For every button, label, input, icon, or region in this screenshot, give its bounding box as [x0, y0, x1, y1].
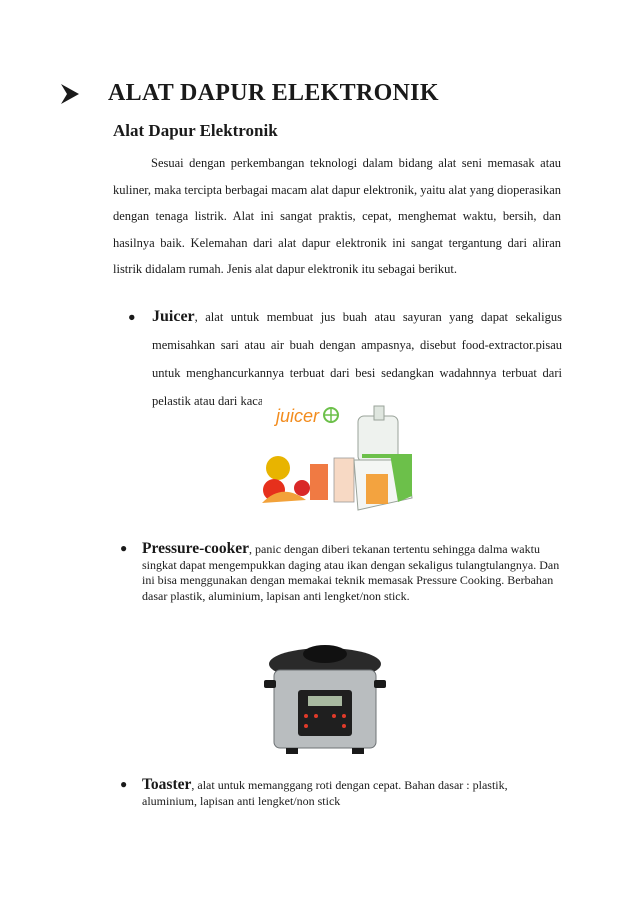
item-term: Pressure-cooker	[142, 540, 250, 557]
item-description: , panic dengan diberi tekanan tertentu sehingga dalma waktu singkat dapat mengempukkan daging atau ikan dengan sekaligus tulangtulangnya. Dan ini bisa menggunakan dengan memakai teknik memasak Pressure Cooking. Berbahan dasar plastik, aluminium, lapisan anti lengket/non stick.	[142, 542, 560, 603]
bullet-dot-icon: ●	[120, 777, 128, 791]
item-description: , alat untuk membuat jus buah atau sayuran yang dapat sekaligus memisahkan sari atau air buah dengan ampasnya, disebut food-extractor.pisau untuk menghancurkannya terbuat dari besi sedangkan wadahnnya terbuat dari pelastik atau dari kaca.	[152, 310, 562, 408]
item-term: Toaster	[142, 776, 192, 793]
page-title: ALAT DAPUR ELEKTRONIK	[108, 80, 439, 106]
bullet-dot-icon: ●	[128, 310, 136, 324]
item-term: Juicer	[152, 308, 195, 325]
juicer-image	[262, 398, 428, 514]
item-description: , alat untuk memanggang roti dengan cepat. Bahan dasar : plastik, aluminium, lapisan anti lengket/non stick	[142, 778, 508, 808]
intro-text: Sesuai dengan perkembangan teknologi dalam bidang alat seni memasak atau kuliner, maka tercipta berbagai macam alat dapur elektronik, yaitu alat yang dioperasikan dengan tenaga listrik. Alat ini sangat praktis, cepat, menghemat waktu, bersih, dan hasilnya baik. Kelemahan dari alat dapur elektronik ini sangat tergantung dari aliran listrik didalam rumah. Jenis alat dapur elektronik itu sebagai berikut.	[113, 156, 561, 276]
pressure-cooker-image	[260, 640, 390, 758]
intro-paragraph	[113, 150, 561, 283]
section-heading	[60, 80, 439, 107]
subheading: Alat Dapur Elektronik	[113, 121, 278, 140]
bullet-dot-icon: ●	[120, 541, 128, 555]
list-item-toaster	[120, 777, 560, 809]
juicer-logo-text: juicer	[276, 406, 320, 426]
arrowhead-bullet-icon	[60, 83, 80, 105]
list-item-pressure-cooker	[120, 541, 560, 604]
